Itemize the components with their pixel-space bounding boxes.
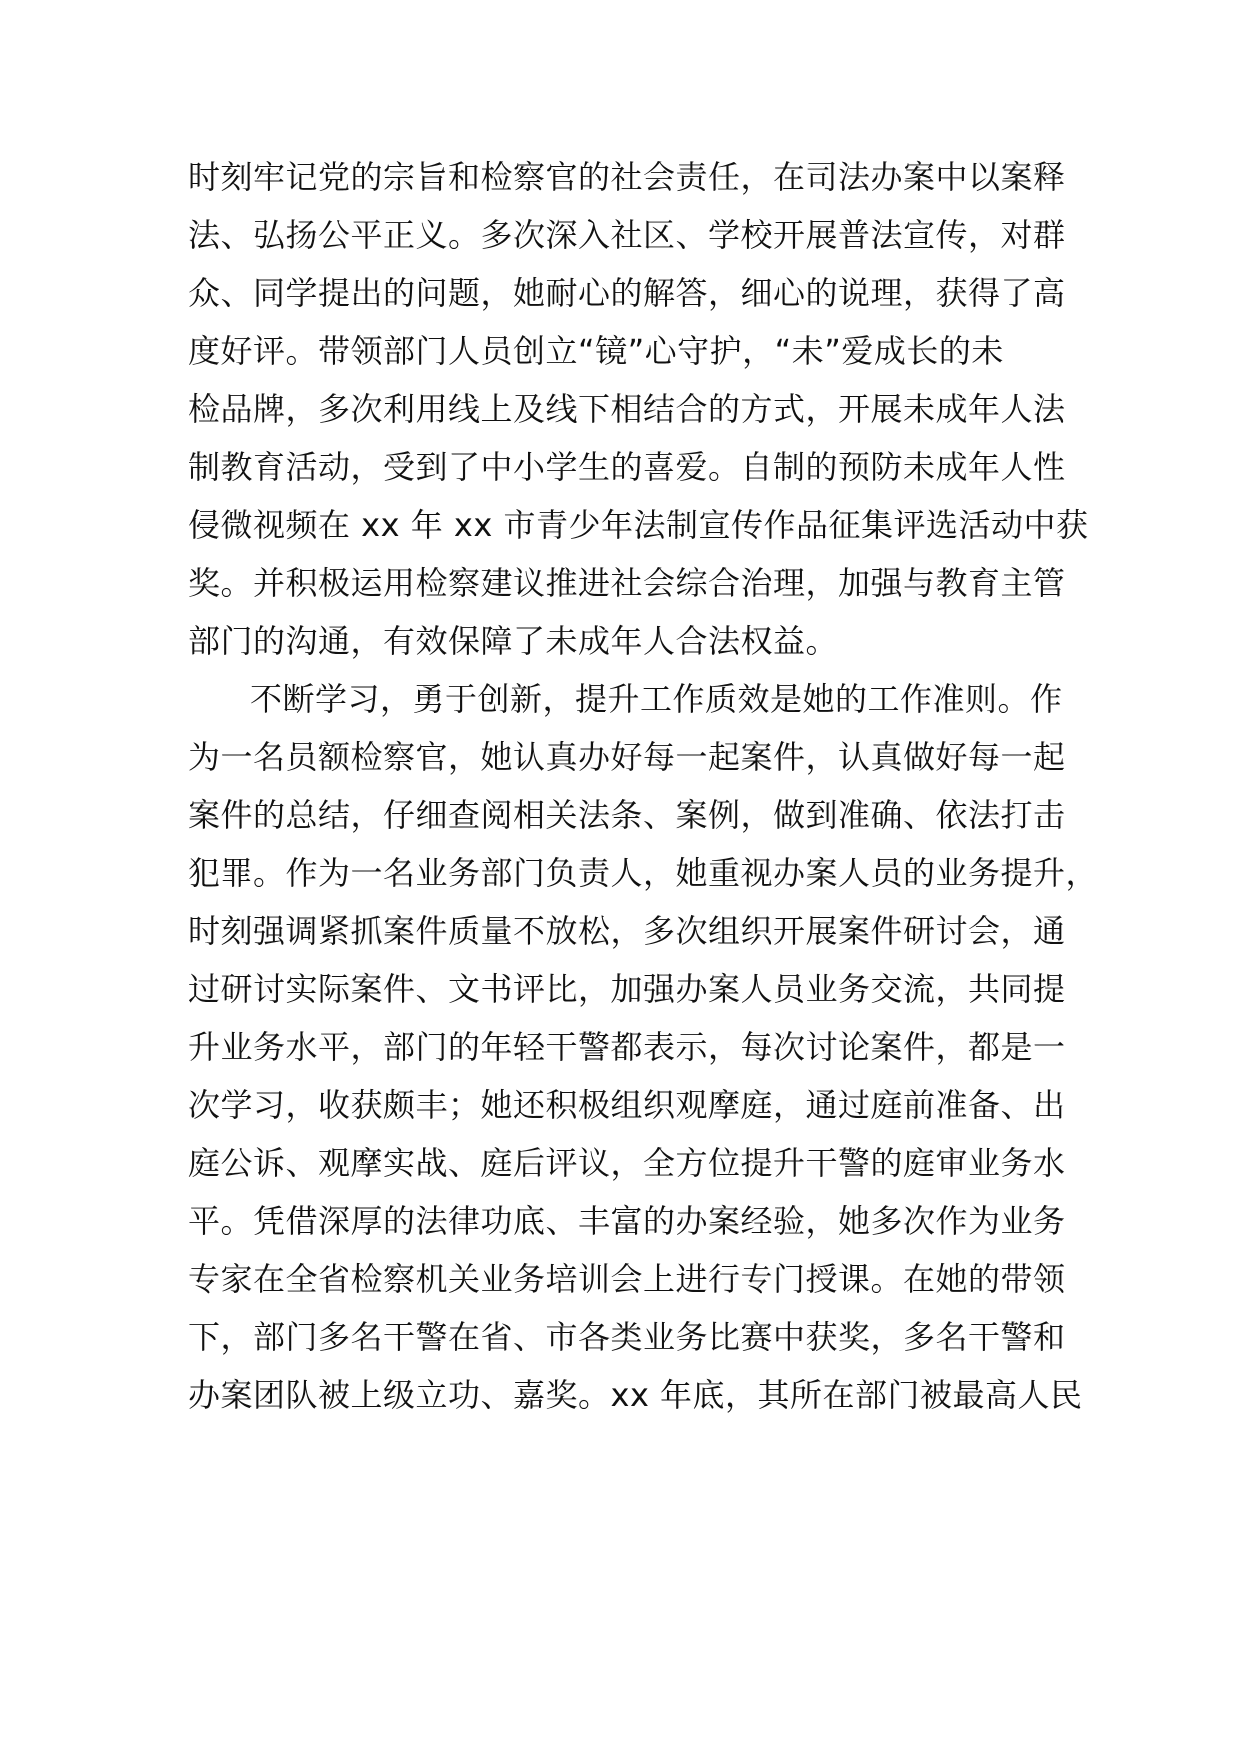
text-line: 犯罪。作为一名业务部门负责人，她重视办案人员的业务提升， [188,854,1099,892]
text-line: 过研讨实际案件、文书评比，加强办案人员业务交流，共同提 [188,970,1066,1008]
text-line: 升业务水平，部门的年轻干警都表示，每次讨论案件，都是一 [188,1028,1066,1066]
paragraph-first-line: 不断学习，勇于创新，提升工作质效是她的工作准则。作 [250,680,1063,718]
text-line: 度好评。带领部门人员创立“镜”心守护，“未”爱成长的未 [188,332,1004,370]
text-line: 庭公诉、观摩实战、庭后评议，全方位提升干警的庭审业务水 [188,1144,1066,1182]
text-line: 法、弘扬公平正义。多次深入社区、学校开展普法宣传，对群 [188,216,1066,254]
text-line: 平。凭借深厚的法律功底、丰富的办案经验，她多次作为业务 [188,1202,1066,1240]
text-line: 专家在全省检察机关业务培训会上进行专门授课。在她的带领 [188,1260,1066,1298]
text-line: 众、同学提出的问题，她耐心的解答，细心的说理，获得了高 [188,274,1066,312]
text-line: 办案团队被上级立功、嘉奖。xx 年底，其所在部门被最高人民 [188,1376,1083,1414]
text-line: 部门的沟通，有效保障了未成年人合法权益。 [188,622,839,660]
text-line: 制教育活动，受到了中小学生的喜爱。自制的预防未成年人性 [188,448,1066,486]
text-line: 时刻强调紧抓案件质量不放松，多次组织开展案件研讨会，通 [188,912,1066,950]
text-line: 案件的总结，仔细查阅相关法条、案例，做到准确、依法打击 [188,796,1066,834]
text-line: 下，部门多名干警在省、市各类业务比赛中获奖，多名干警和 [188,1318,1066,1356]
text-line: 为一名员额检察官，她认真办好每一起案件，认真做好每一起 [188,738,1066,776]
text-line: 侵微视频在 xx 年 xx 市青少年法制宣传作品征集评选活动中获 [188,506,1089,544]
text-line: 检品牌，多次利用线上及线下相结合的方式，开展未成年人法 [188,390,1066,428]
text-line: 奖。并积极运用检察建议推进社会综合治理，加强与教育主管 [188,564,1066,602]
text-line: 次学习，收获颇丰；她还积极组织观摩庭，通过庭前准备、出 [188,1086,1066,1124]
text-line: 时刻牢记党的宗旨和检察官的社会责任，在司法办案中以案释 [188,158,1066,196]
